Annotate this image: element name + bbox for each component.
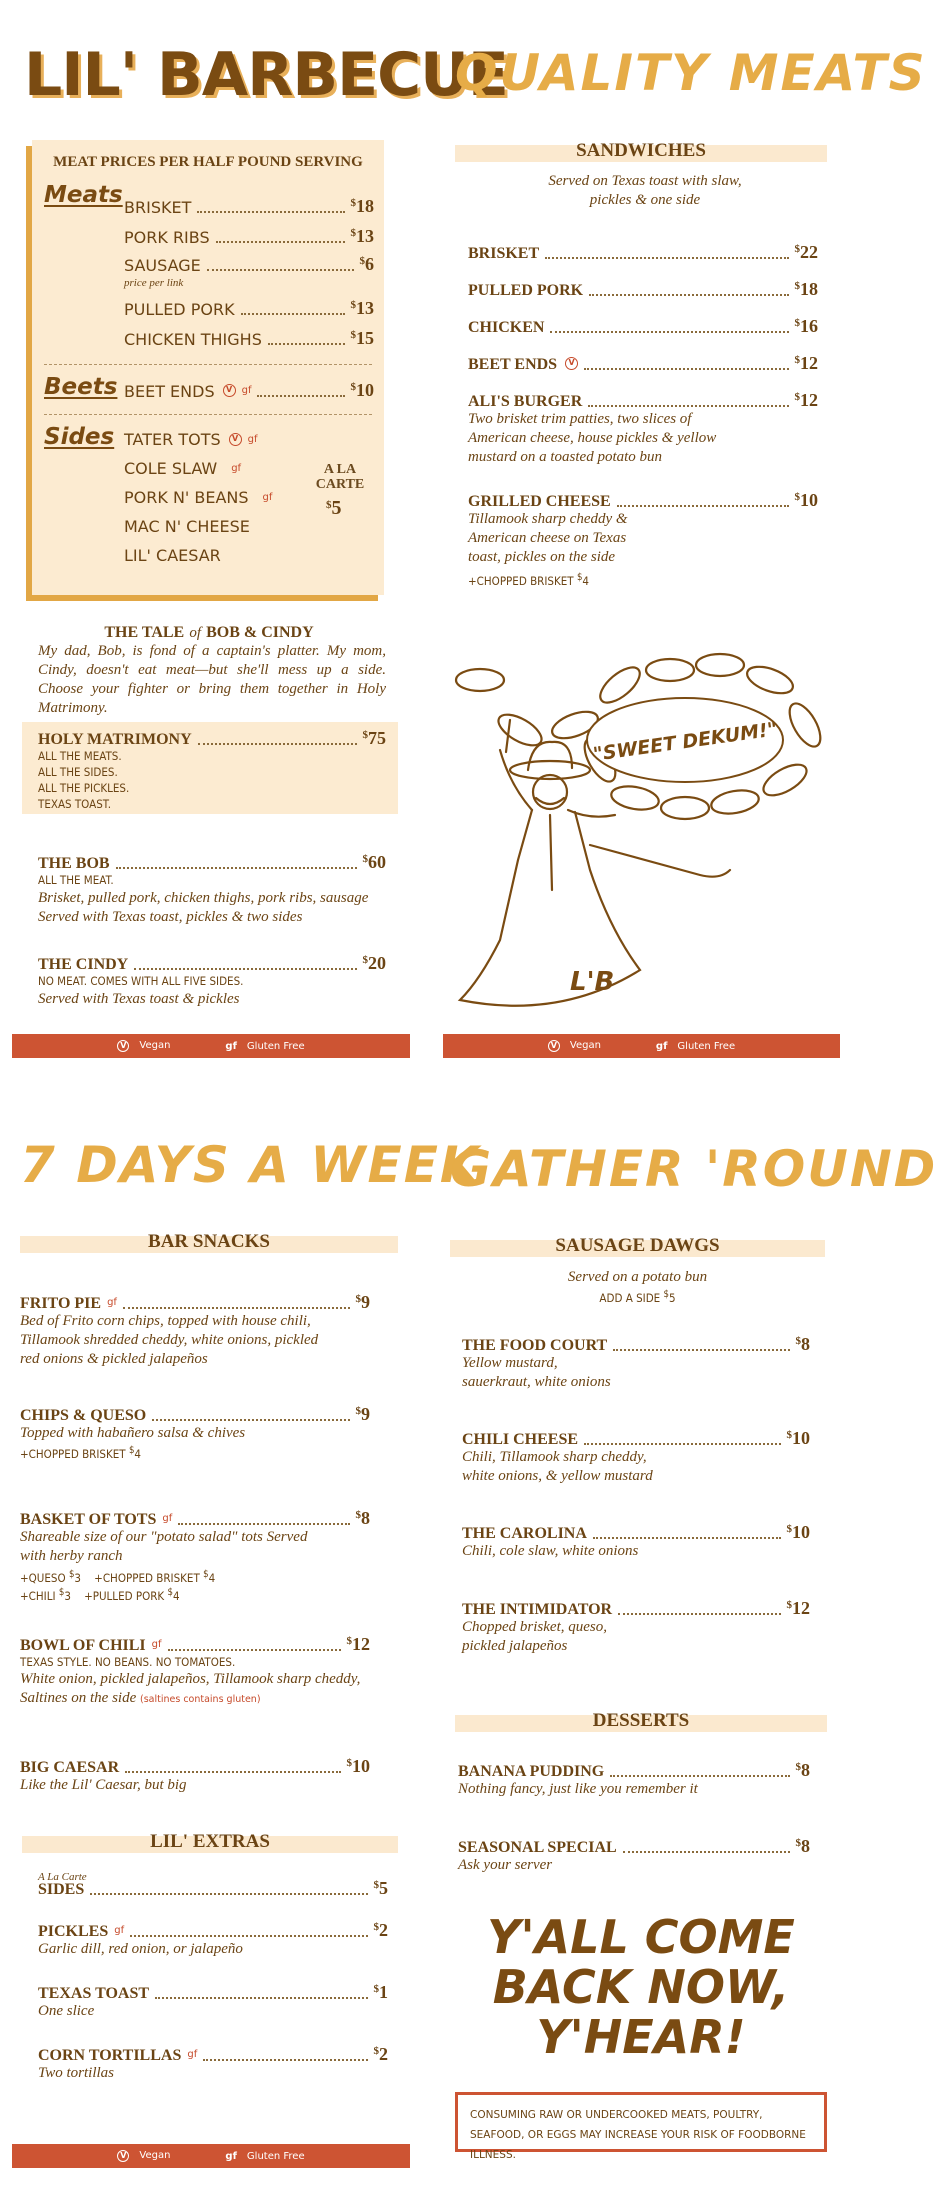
pickles-price: $2 [373,1920,388,1940]
gluten-free-icon: gf [655,1040,668,1052]
sandwich-item-chicken [468,316,818,337]
sides-category-label: Sides [44,424,115,450]
sandwich-name: GRILLED CHEESE [468,493,611,510]
legend-gluten-free: gf Gluten Free [225,2150,305,2162]
foodborne-illness-warning: CONSUMING RAW OR UNDERCOOKED MEATS, POULTRY, SEAFOOD, OR EGGS MAY INCREASE YOUR RISK OF FOODBORNE ILLNESS. [455,2092,827,2152]
the-bob-price: $60 [362,852,386,872]
legend-bar [12,2144,410,2168]
holy-matrimony-lines [38,748,129,812]
legend-bar [12,1034,410,1058]
dessert-name: SEASONAL SPECIAL [458,1839,617,1856]
meat-item-price: $15 [350,328,374,348]
the-cindy-desc: Served with Texas toast & pickles [38,991,240,1007]
extras-sides-row [38,1878,388,1899]
yall-line: Y'ALL COME [487,1910,795,1964]
gluten-free-icon: gf [241,385,252,396]
tale-text: My dad, Bob, is fond of a captain's platter. My mom, Cindy, doesn't eat meat—but she'll mess up a side. Choose your fighter or bring them together in Holy Matrimony. [38,643,386,716]
tale-title-post: BOB & CINDY [206,624,314,641]
dawg-desc: Chopped brisket, queso, pickled jalapeños [462,1619,607,1654]
basket-of-tots-name: BASKET OF TOTS [20,1511,157,1528]
dawg-price: $10 [786,1522,810,1542]
frito-pie-name: FRITO PIE [20,1295,102,1312]
holy-matrimony-row [38,728,386,749]
the-cindy-name: THE CINDY [38,956,129,973]
the-bob-desc: Brisket, pulled pork, chicken thighs, pork ribs, sausage Served with Texas toast, pickles & two sides [38,890,369,925]
tale-title [30,622,388,643]
dawg-name: THE FOOD COURT [462,1337,608,1354]
dessert-desc: Ask your server [458,1857,553,1873]
corn-tortillas-name: CORN TORTILLAS [38,2047,182,2064]
alis-burger-desc: Two brisket trim patties, two slices of American cheese, house pickles & yellow mustard on a toasted potato bun [468,411,717,465]
dawg-name: THE INTIMIDATOR [462,1601,613,1618]
dessert-name: BANANA PUDDING [458,1763,605,1780]
the-cindy-caps: NO MEAT. COMES WITH ALL FIVE SIDES. [38,974,244,988]
bar-snacks-band [20,1231,398,1253]
sandwiches-band [455,140,827,162]
gather-round-title: GATHER 'ROUND [450,1140,937,1198]
side-item-lil-caesar [124,546,221,565]
lil-extras-band [22,1831,398,1853]
a-la-carte-pre: A La Carte [38,1871,87,1883]
beets-category-label: Beets [44,374,118,400]
a-la-carte-price: $5 [326,497,342,519]
basket-of-tots-desc: Shareable size of our "potato salad" tots Served with herby ranch [20,1529,308,1564]
big-caesar-row [20,1756,370,1777]
gluten-free-icon: gf [187,2049,198,2060]
holy-matrimony-price: $75 [362,728,386,748]
seven-days-title: 7 DAYS A WEEK [20,1136,481,1194]
cowboy-sausage-illustration [440,640,840,1020]
chips-queso-name: CHIPS & QUESO [20,1407,147,1424]
vegan-icon: V [223,384,236,397]
chips-queso-row [20,1404,370,1425]
dawg-price: $10 [786,1428,810,1448]
pickles-desc: Garlic dill, red onion, or jalapeño [38,1941,243,1957]
sandwiches-title: SANDWICHES [576,140,706,161]
tots-addons-row1: +QUESO $3 +CHOPPED BRISKET $4 [20,1569,216,1585]
meat-item-pulled-pork [124,298,374,319]
dawg-price: $12 [786,1598,810,1618]
vegan-icon: V [229,433,242,446]
gluten-free-icon: gf [107,1297,117,1308]
saltines-note: (saltines contains gluten) [140,1694,261,1705]
dessert-item-seasonal-special [458,1836,810,1857]
lil-extras-title: LIL' EXTRAS [150,1831,270,1852]
sausage-note: price per link [124,277,184,289]
pickles-name: PICKLES [38,1923,109,1940]
dawgs-add-side: ADD A SIDE $5 [599,1289,676,1305]
gluten-free-icon: gf [114,1925,125,1936]
texas-toast-name: TEXAS TOAST [38,1985,150,2002]
side-item-tater-tots [124,430,258,449]
big-caesar-price: $10 [346,1756,370,1776]
sandwich-item-pulled-pork [468,279,818,300]
holy-line: ALL THE SIDES. [38,765,118,779]
dawg-item-food-court [462,1334,810,1355]
bowl-of-chili-row [20,1634,370,1655]
meat-item-price: $6 [359,254,374,274]
meat-item-name: CHICKEN THIGHS [124,330,262,349]
lb-monogram: L'B [570,967,615,997]
sandwich-item-grilled-cheese [468,490,818,511]
dessert-price: $8 [795,1760,810,1780]
the-cindy-row [38,953,386,974]
basket-of-tots-row [20,1508,370,1529]
sausage-dawgs-title: SAUSAGE DAWGS [555,1235,720,1256]
sandwich-name: CHICKEN [468,319,545,336]
legend-vegan: V Vegan [117,2150,170,2162]
bowl-of-chili-caps: TEXAS STYLE. NO BEANS. NO TOMATOES. [20,1655,236,1669]
divider [44,364,372,365]
vegan-icon: V [117,1040,129,1052]
meat-item-brisket [124,196,374,217]
gluten-free-icon: gf [162,1513,173,1524]
gluten-free-icon: gf [151,1639,162,1650]
frito-pie-row [20,1292,370,1313]
sandwich-name: PULLED PORK [468,282,584,299]
dessert-desc: Nothing fancy, just like you remember it [458,1781,698,1797]
legend-vegan: V Vegan [117,1040,170,1052]
bowl-of-chili-price: $12 [346,1634,370,1654]
sandwich-price: $22 [794,242,818,262]
side-item-mac-n-cheese [124,517,250,536]
holy-line: ALL THE MEATS. [38,749,122,763]
meat-item-pork-ribs [124,226,374,247]
extras-sides-price: $5 [373,1878,388,1898]
texas-toast-desc: One slice [38,2003,95,2019]
the-cindy-price: $20 [362,953,386,973]
basket-of-tots-price: $8 [355,1508,370,1528]
sandwich-name: ALI'S BURGER [468,393,583,410]
side-item-cole-slaw [124,459,241,478]
grilled-cheese-addon: +CHOPPED BRISKET $4 [468,572,590,588]
dawg-name: THE CAROLINA [462,1525,587,1542]
gluten-free-icon: gf [225,1040,237,1052]
meat-item-name: PORK RIBS [124,228,210,247]
sandwich-price: $16 [794,316,818,336]
sausage-dawgs-band [450,1235,825,1257]
dawg-price: $8 [795,1334,810,1354]
big-caesar-name: BIG CAESAR [20,1759,120,1776]
legend-bar [443,1034,840,1058]
side-item-name: MAC N' CHEESE [124,517,250,536]
corn-tortillas-price: $2 [373,2044,388,2064]
sandwich-item-brisket [468,242,818,263]
side-item-name: TATER TOTS [124,430,221,449]
meat-item-price: $18 [350,196,374,216]
yall-line: BACK NOW, [492,1960,790,2014]
extras-sides-name: SIDES [38,1881,85,1898]
the-bob-caps: ALL THE MEAT. [38,873,114,887]
tale-title-of: of [189,625,201,641]
dawg-desc: Yellow mustard, sauerkraut, white onions [462,1355,611,1390]
dessert-price: $8 [795,1836,810,1856]
tale-title-pre: THE TALE [104,624,185,641]
the-bob-row [38,852,386,873]
dawg-name: CHILI CHEESE [462,1431,579,1448]
meat-item-name: SAUSAGE [124,256,201,275]
yall-line: Y'HEAR! [536,2010,746,2064]
divider [44,414,372,415]
corn-tortillas-desc: Two tortillas [38,2065,114,2081]
a-la-carte-label: A LA CARTE [315,462,365,492]
vegan-icon: V [565,357,578,370]
meats-category-label: Meats [44,182,123,208]
texas-toast-price: $1 [373,1982,388,2002]
side-item-name: LIL' CAESAR [124,546,221,565]
dawg-item-intimidator [462,1598,810,1619]
legend-gluten-free: gf Gluten Free [225,1040,305,1052]
legend-gluten-free: gf Gluten Free [655,1040,736,1052]
sandwich-item-alis-burger [468,390,818,411]
meat-item-name: PULLED PORK [124,300,235,319]
chips-queso-desc: Topped with habañero salsa & chives [20,1425,246,1441]
corn-tortillas-row [38,2044,388,2065]
sandwiches-subtitle: Served on Texas toast with slaw, pickles & one side [548,173,742,208]
gluten-free-icon: gf [231,463,242,474]
meat-item-price: $13 [350,226,374,246]
bar-snacks-title: BAR SNACKS [148,1231,270,1252]
chips-queso-addon: +CHOPPED BRISKET $4 [20,1445,142,1461]
gluten-free-icon: gf [247,434,258,445]
desserts-band [455,1710,827,1732]
dawg-item-chili-cheese [462,1428,810,1449]
dawg-desc: Chili, cole slaw, white onions [462,1543,639,1559]
texas-toast-row [38,1982,388,2003]
pickles-row [38,1920,388,1941]
sandwich-price: $12 [794,353,818,373]
yall-come-back-now [455,1912,827,2062]
sandwich-price: $10 [794,490,818,510]
grilled-cheese-desc: Tillamook sharp cheddy & American cheese on Texas toast, pickles on the side [468,511,628,565]
meat-prices-heading: MEAT PRICES PER HALF POUND SERVING [53,154,363,170]
legend-vegan: V Vegan [548,1040,601,1052]
frito-pie-desc: Bed of Frito corn chips, topped with house chili, Tillamook shredded cheddy, white onions, pickled red onions & pickled jalapeños [20,1313,319,1367]
dawgs-subtitle: Served on a potato bun [567,1269,708,1285]
beet-item [124,380,374,401]
holy-matrimony-name: HOLY MATRIMONY [38,731,192,748]
chips-queso-price: $9 [355,1404,370,1424]
tots-addons-row2: +CHILI $3 +PULLED PORK $4 [20,1587,180,1603]
sandwich-price: $18 [794,279,818,299]
side-item-name: COLE SLAW [124,459,218,478]
dawg-item-carolina [462,1522,810,1543]
gluten-free-icon: gf [225,2150,237,2162]
desserts-title: DESSERTS [592,1710,690,1731]
meat-item-sausage [124,254,374,275]
beet-item-name: BEET ENDS [124,382,215,401]
the-bob-name: THE BOB [38,855,110,872]
beet-item-price: $10 [350,380,374,400]
bowl-of-chili-name: BOWL OF CHILI [20,1637,146,1654]
big-caesar-desc: Like the Lil' Caesar, but big [20,1777,187,1793]
vegan-icon: V [117,2150,129,2162]
side-item-name: PORK N' BEANS [124,488,249,507]
dawg-desc: Chili, Tillamook sharp cheddy, white onions, & yellow mustard [462,1449,653,1484]
gluten-free-icon: gf [262,492,273,503]
vegan-icon: V [548,1040,560,1052]
sandwich-name: BRISKET [468,245,540,262]
meat-item-price: $13 [350,298,374,318]
holy-line: TEXAS TOAST. [38,797,112,811]
dessert-item-banana-pudding [458,1760,810,1781]
side-item-pork-n-beans [124,488,272,507]
lil-barbecue-logo: LIL' BARBECUE [24,40,508,110]
meat-price-box [32,140,384,595]
quality-meats-title: QUALITY MEATS [455,44,927,102]
holy-line: ALL THE PICKLES. [38,781,130,795]
bowl-of-chili-desc: White onion, pickled jalapeños, Tillamook sharp cheddy, Saltines on the side (saltines contains gluten) [20,1671,361,1706]
meat-item-chicken-thighs [124,328,374,349]
frito-pie-price: $9 [355,1292,370,1312]
sandwich-name: BEET ENDS [468,356,558,373]
sandwich-item-beet-ends [468,353,818,374]
sandwich-price: $12 [794,390,818,410]
speech-text: "SWEET DEKUM!" [591,718,779,766]
meat-item-name: BRISKET [124,198,192,217]
